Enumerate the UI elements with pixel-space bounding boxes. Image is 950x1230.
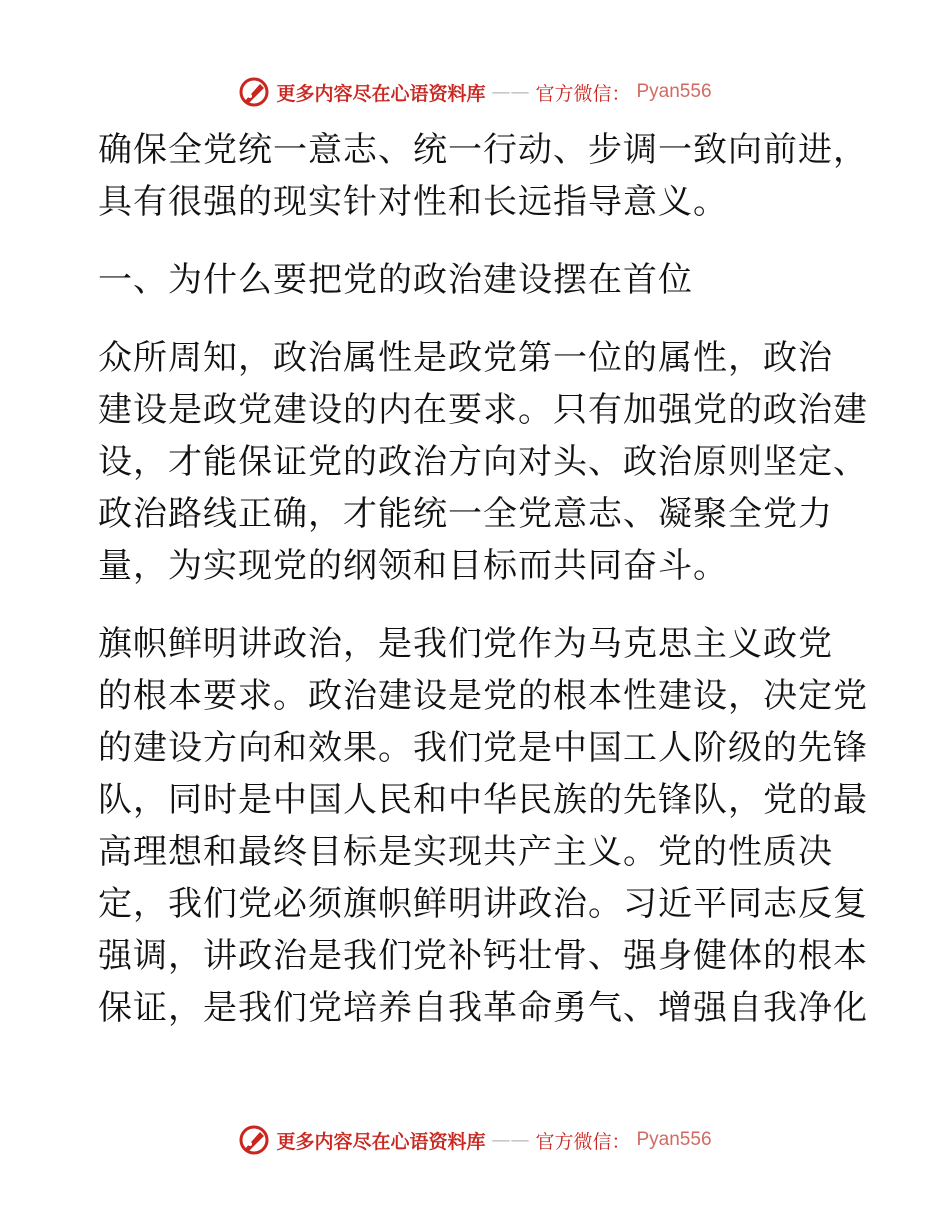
text-line: 旗帜鲜明讲政治，是我们党作为马克思主义政党: [98, 624, 833, 664]
footer-banner-dash: ——: [491, 1129, 530, 1151]
text-line: 保证，是我们党培养自我革命勇气、增强自我净化: [98, 988, 868, 1028]
text-line: 量，为实现党的纲领和目标而共同奋斗。: [98, 546, 728, 586]
header-banner-title: 更多内容尽在心语资料库: [276, 82, 486, 105]
pen-nib-logo-icon: [238, 76, 270, 108]
pen-nib-logo-icon: [238, 1124, 270, 1156]
text-line: 定，我们党必须旗帜鲜明讲政治。习近平同志反复: [98, 884, 868, 924]
text-line: 强调，讲政治是我们党补钙壮骨、强身健体的根本: [98, 936, 868, 976]
section-heading: [98, 254, 858, 306]
text-line: 的根本要求。政治建设是党的根本性建设，决定党: [98, 676, 868, 716]
header-wechat-label: 官方微信：: [535, 82, 631, 105]
paragraph-3: [98, 618, 868, 1034]
heading-line: 一、为什么要把党的政治建设摆在首位: [98, 260, 693, 300]
footer-banner-title: 更多内容尽在心语资料库: [276, 1130, 486, 1153]
text-line: 建设是政党建设的内在要求。只有加强党的政治建: [98, 390, 868, 430]
text-line: 确保全党统一意志、统一行动、步调一致向前进，: [98, 130, 868, 170]
footer-wechat-id: Pyan556: [636, 1129, 712, 1150]
header-banner: [0, 72, 950, 112]
text-line: 高理想和最终目标是实现共产主义。党的性质决: [98, 832, 833, 872]
text-line: 的建设方向和效果。我们党是中国工人阶级的先锋: [98, 728, 868, 768]
footer-banner-inner: [238, 1124, 711, 1156]
document-body: [98, 124, 868, 1034]
text-line: 众所周知，政治属性是政党第一位的属性，政治: [98, 338, 833, 378]
paragraph-2: [98, 332, 868, 592]
text-line: 政治路线正确，才能统一全党意志、凝聚全党力: [98, 494, 833, 534]
text-line: 具有很强的现实针对性和长远指导意义。: [98, 182, 728, 222]
footer-wechat-label: 官方微信：: [535, 1130, 631, 1153]
paragraph-1: [98, 124, 868, 228]
header-banner-dash: ——: [491, 81, 530, 103]
header-banner-inner: [238, 76, 711, 108]
text-line: 队，同时是中国人民和中华民族的先锋队，党的最: [98, 780, 868, 820]
text-line: 设，才能保证党的政治方向对头、政治原则坚定、: [98, 442, 868, 482]
header-wechat-id: Pyan556: [636, 81, 712, 102]
footer-banner: [0, 1120, 950, 1160]
